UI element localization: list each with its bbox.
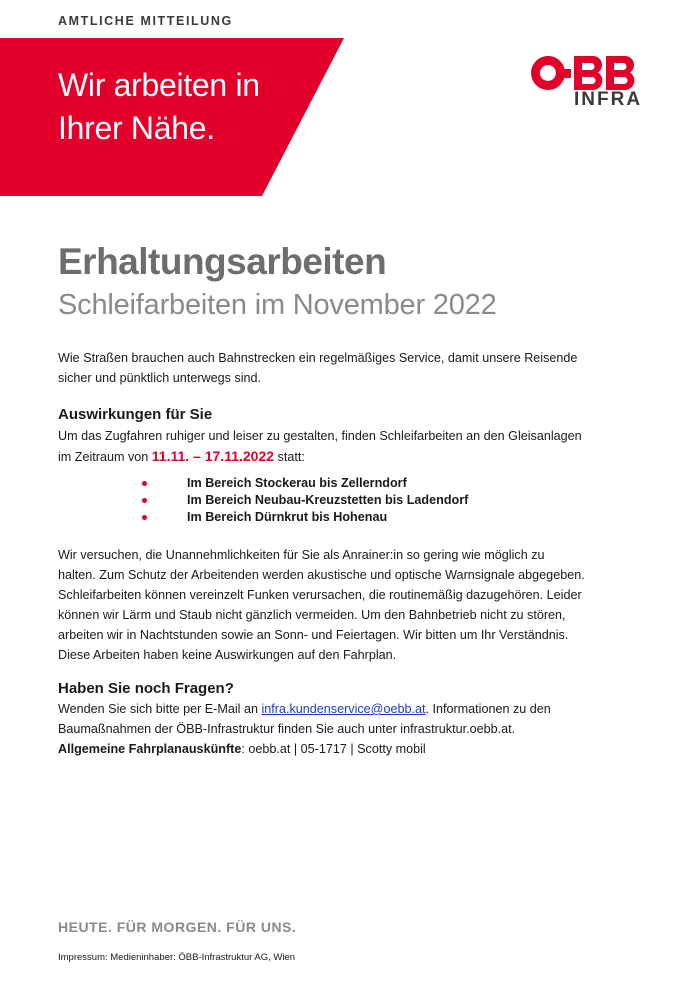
impressum: Impressum: Medieninhaber: ÖBB-Infrastruktur AG, Wien [58, 952, 296, 963]
impact-paragraph [58, 426, 658, 467]
contact-line-1-suffix: . Informationen zu den [425, 702, 551, 716]
oebb-logo-mark [531, 56, 634, 90]
area-label: Im Bereich Dürnkrut bis Hohenau [187, 510, 388, 524]
bullet-dot-icon [142, 481, 147, 486]
list-item [142, 509, 468, 526]
email-link[interactable]: infra.kundenservice@oebb.at [261, 702, 426, 716]
details-line: halten. Zum Schutz der Arbeitenden werden akustische und optische Warnsignale abgegeben. [58, 568, 585, 582]
contact-line-2: Baumaßnahmen der ÖBB-Infrastruktur finden Sie auch unter infrastruktur.oebb.at. [58, 722, 516, 736]
contact-line-1-prefix: Wenden Sie sich bitte per E-Mail an [58, 702, 262, 716]
banner-line-2: Ihrer Nähe. [58, 110, 215, 146]
intro-line-1: Wie Straßen brauchen auch Bahnstrecken ein regelmäßiges Service, damit unsere Reisende [58, 351, 578, 365]
impact-heading: Auswirkungen für Sie [58, 406, 213, 423]
details-line: arbeiten wir in Nachtstunden sowie an Sonn- und Feiertagen. Wir bitten um Ihr Verständnis. [58, 628, 569, 642]
details-line: Wir versuchen, die Unannehmlichkeiten für Sie als Anrainer:in so gering wie möglich zu [58, 548, 545, 562]
timetable-line [58, 739, 658, 759]
details-line: Schleifarbeiten können vereinzelt Funken verursachen, die routinemäßig dazugehören. Leider [58, 588, 582, 602]
details-line: können wir Lärm und Staub nicht gänzlich vermeiden. Um den Bahnbetrieb nicht zu stören, [58, 608, 566, 622]
contact-heading: Haben Sie noch Fragen? [58, 680, 234, 697]
page-title: Erhaltungsarbeiten [58, 241, 387, 282]
impact-line-2 [58, 446, 658, 467]
banner-line-1: Wir arbeiten in [58, 67, 260, 103]
impact-line-2-suffix: statt: [274, 450, 305, 464]
list-item [142, 475, 468, 492]
banner-headline [58, 64, 260, 150]
timetable-value: : oebb.at | 05-1717 | Scotty mobil [241, 742, 426, 756]
area-list [142, 475, 468, 526]
bullet-dot-icon [142, 515, 147, 520]
area-label: Im Bereich Neubau-Kreuzstetten bis Ladendorf [187, 493, 469, 507]
contact-line-1 [58, 699, 658, 719]
intro-paragraph [58, 348, 658, 388]
details-line: Diese Arbeiten haben keine Auswirkungen auf den Fahrplan. [58, 648, 397, 662]
details-paragraph [58, 545, 658, 665]
contact-paragraph [58, 699, 658, 759]
bullet-dot-icon [142, 498, 147, 503]
kicker: AMTLICHE MITTEILUNG [58, 14, 233, 28]
logo-infra-label: INFRA [574, 89, 643, 110]
impact-line-1: Um das Zugfahren ruhiger und leiser zu gestalten, finden Schleifarbeiten an den Gleisanlagen [58, 429, 582, 443]
footer-claim: HEUTE. FÜR MORGEN. FÜR UNS. [58, 919, 297, 935]
list-item [142, 492, 468, 509]
intro-line-2: sicher und pünktlich unterwegs sind. [58, 371, 262, 385]
timetable-label: Allgemeine Fahrplanauskünfte [58, 742, 242, 756]
page-subtitle: Schleifarbeiten im November 2022 [58, 289, 497, 321]
impact-line-2-prefix: im Zeitraum von [58, 450, 152, 464]
area-label: Im Bereich Stockerau bis Zellerndorf [187, 476, 407, 490]
date-range: 11.11. – 17.11.2022 [151, 448, 275, 464]
